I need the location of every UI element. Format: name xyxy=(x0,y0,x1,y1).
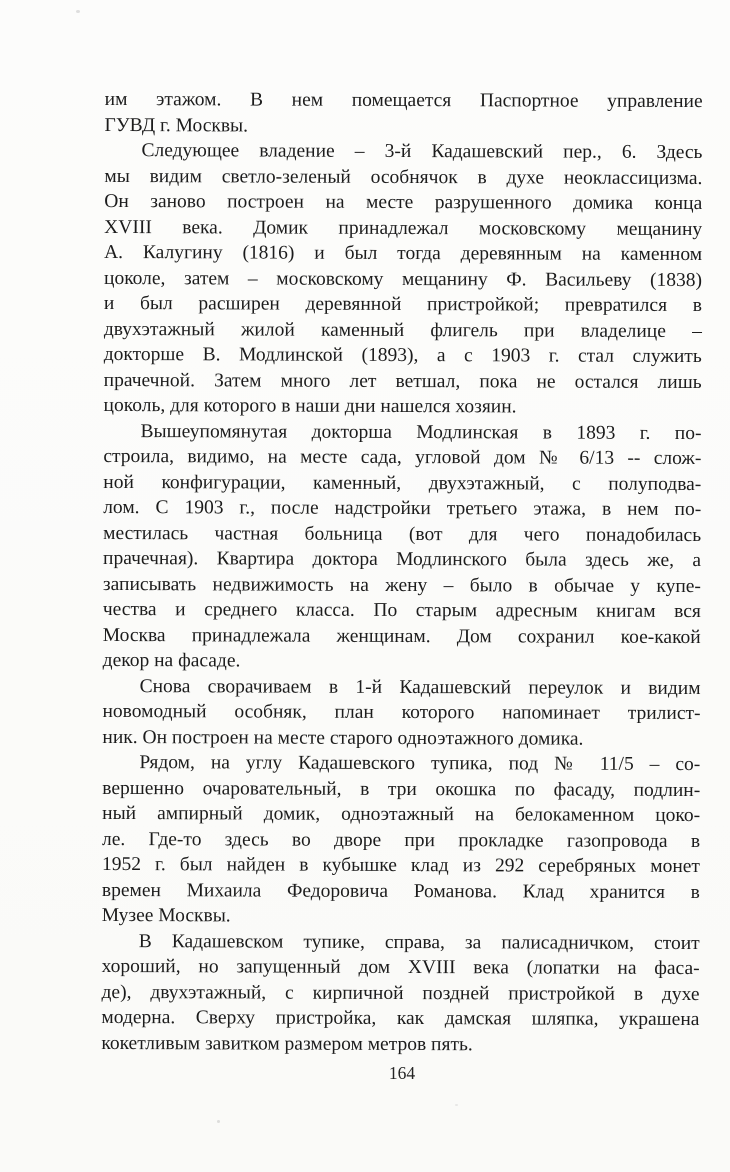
text-line: Москва принадлежала женщинам. Дом сохранил кое-какой xyxy=(102,624,701,648)
text-line: прачечной. Затем много лет ветшал, пока не остался лишь xyxy=(103,369,702,393)
text-line: двухэтажный жилой каменный флигель при владелице – xyxy=(103,318,702,342)
text-line: Вышеупомянутая докторша Модлинская в 1893 г. по- xyxy=(140,420,702,444)
text-line: строила, видимо, на месте сада, угловой дом № 6/13 -- слож- xyxy=(103,445,702,470)
scan-speck xyxy=(217,1120,220,1123)
text-line: лом. С 1903 г., после надстройки третьего этажа, в нем по- xyxy=(103,496,702,521)
text-line: де), двухэтажный, с кирпичной поздней пристройкой в духе xyxy=(101,981,700,1005)
text-line: чества и среднего класса. По старым адресным книгам вся xyxy=(102,598,701,623)
text-line: цоколь, для которого в наши дни нашелся хозяин. xyxy=(103,394,517,418)
text-line: кокетливым завитком размером метров пять. xyxy=(101,1032,473,1055)
text-line: Следующее владение – 3-й Кадашевский пер., 6. Здесь xyxy=(141,140,703,164)
text-line: декор на фасаде. xyxy=(102,649,241,672)
text-line: вершенно очаровательный, в три окошка по фасаду, подлин- xyxy=(102,777,701,801)
scan-speck xyxy=(76,10,80,13)
text-line: цоколе, затем – московскому мещанину Ф. Васильеву (1838) xyxy=(103,267,703,291)
text-line: XVIII века. Домик принадлежал московскому мещанину xyxy=(104,216,703,240)
text-line: ник. Он построен на месте старого одноэтажного домика. xyxy=(102,726,584,750)
text-line: новомодный особняк, план которого напоминает трилист- xyxy=(102,700,701,725)
text-line: докторше В. Модлинской (1893), а с 1903 г. стал служить xyxy=(103,343,702,368)
text-line: Музее Москвы. xyxy=(101,904,231,927)
text-line: Снова сворачиваем в 1-й Кадашевский переулок и видим xyxy=(139,675,701,699)
text-line: ный ампирный домик, одноэтажный на белокаменном цоко- xyxy=(102,802,701,827)
scan-speck xyxy=(455,1104,458,1106)
text-line: им этажом. В нем помещается Паспортное управление xyxy=(104,88,703,113)
text-line: мы видим светло-зеленый особнячок в духе неоклассицизма. xyxy=(104,165,703,189)
text-line: 1952 г. был найден в кубышке клад из 292 серебряных монет xyxy=(101,853,701,878)
text-line: прачечная). Квартира доктора Модлинского была здесь же, а xyxy=(103,547,702,572)
text-line: и был расширен деревянной пристройкой; превратился в xyxy=(103,292,702,317)
text-line: Рядом, на углу Кадашевского тупика, под № 11/5 – со- xyxy=(139,752,701,776)
text-line: модерна. Сверху пристройка, как дамская шляпка, украшена xyxy=(101,1006,700,1031)
text-line: местилась частная больница (вот для чего понадобилась xyxy=(103,522,702,546)
text-line: записывать недвижимость на жену – было в обычае у купе- xyxy=(102,573,701,597)
text-line: времен Михаила Федоровича Романова. Клад хранится в xyxy=(101,879,700,903)
text-line: ле. Где-то здесь во дворе при прокладке газопровода в xyxy=(102,828,701,852)
text-line: А. Калугину (1816) и был тогда деревянным на каменном xyxy=(104,241,703,266)
text-line: В Кадашевском тупике, справа, за палисадничком, стоит xyxy=(138,930,700,954)
text-line: Он заново построен на месте разрушенного домика конца xyxy=(104,190,703,215)
text-line: ной конфигурации, каменный, двухэтажный, с полуподва- xyxy=(103,471,702,495)
text-line: хороший, но запущенный дом XVIII века (лопатки на фаса- xyxy=(101,955,700,980)
text-line: ГУВД г. Москвы. xyxy=(104,114,249,136)
page-number: 164 xyxy=(388,1063,416,1083)
page-text xyxy=(101,87,702,1058)
